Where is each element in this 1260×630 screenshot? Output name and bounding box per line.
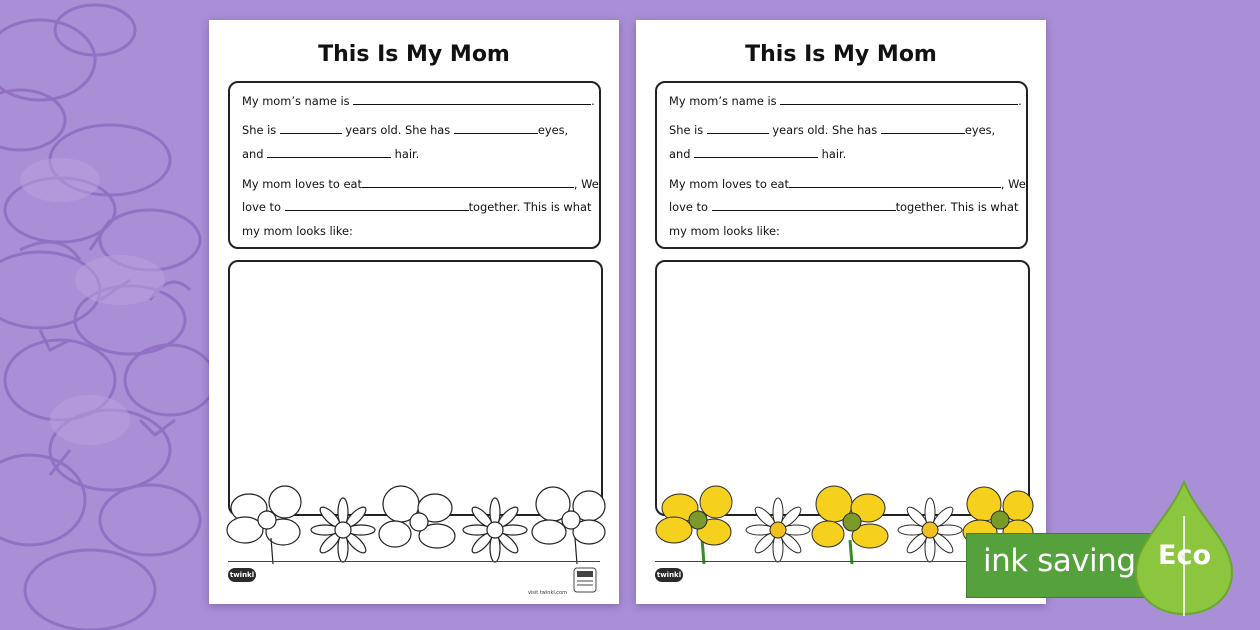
age-eyes-line: She is years old. She has eyes,: [669, 123, 996, 137]
age-eyes-line: She is years old. She has eyes,: [242, 123, 569, 137]
blank-food[interactable]: [362, 178, 574, 188]
worksheet-title: This Is My Mom: [745, 42, 937, 67]
flower-border-outline: [223, 478, 607, 564]
footer-divider: [228, 561, 600, 562]
blank-activity[interactable]: [285, 201, 469, 211]
blank-name[interactable]: [780, 95, 1018, 105]
love-to-line: love to together. This is what: [242, 200, 592, 214]
looks-like-line: my mom looks like:: [669, 224, 780, 238]
fill-in-text-box: [655, 81, 1028, 249]
blank-eyes[interactable]: [881, 124, 965, 134]
hair-line: and hair.: [242, 147, 420, 161]
worksheet-page-colour: [636, 20, 1046, 604]
love-to-line: love to together. This is what: [669, 200, 1019, 214]
blank-activity[interactable]: [712, 201, 896, 211]
worksheet-page-ink-saving: [209, 20, 619, 604]
blank-hair[interactable]: [694, 148, 818, 158]
blank-age[interactable]: [280, 124, 342, 134]
name-line: My mom’s name is .: [669, 94, 1022, 108]
ink-saving-label: ink saving: [983, 543, 1136, 579]
worksheet-title: This Is My Mom: [318, 42, 510, 67]
twinkl-logo: twinkl: [228, 568, 256, 582]
eco-label: Eco: [1158, 540, 1211, 571]
blank-food[interactable]: [789, 178, 1001, 188]
twinkl-logo: twinkl: [655, 568, 683, 582]
blank-age[interactable]: [707, 124, 769, 134]
hair-line: and hair.: [669, 147, 847, 161]
eat-line: My mom loves to eat , We: [242, 177, 599, 191]
blank-hair[interactable]: [267, 148, 391, 158]
eat-line: My mom loves to eat , We: [669, 177, 1026, 191]
name-line: My mom’s name is .: [242, 94, 595, 108]
footer-url: visit twinkl.com: [527, 590, 567, 596]
looks-like-line: my mom looks like:: [242, 224, 353, 238]
blank-name[interactable]: [353, 95, 591, 105]
blank-eyes[interactable]: [454, 124, 538, 134]
quality-badge-icon: [573, 567, 597, 595]
fill-in-text-box: [228, 81, 601, 249]
